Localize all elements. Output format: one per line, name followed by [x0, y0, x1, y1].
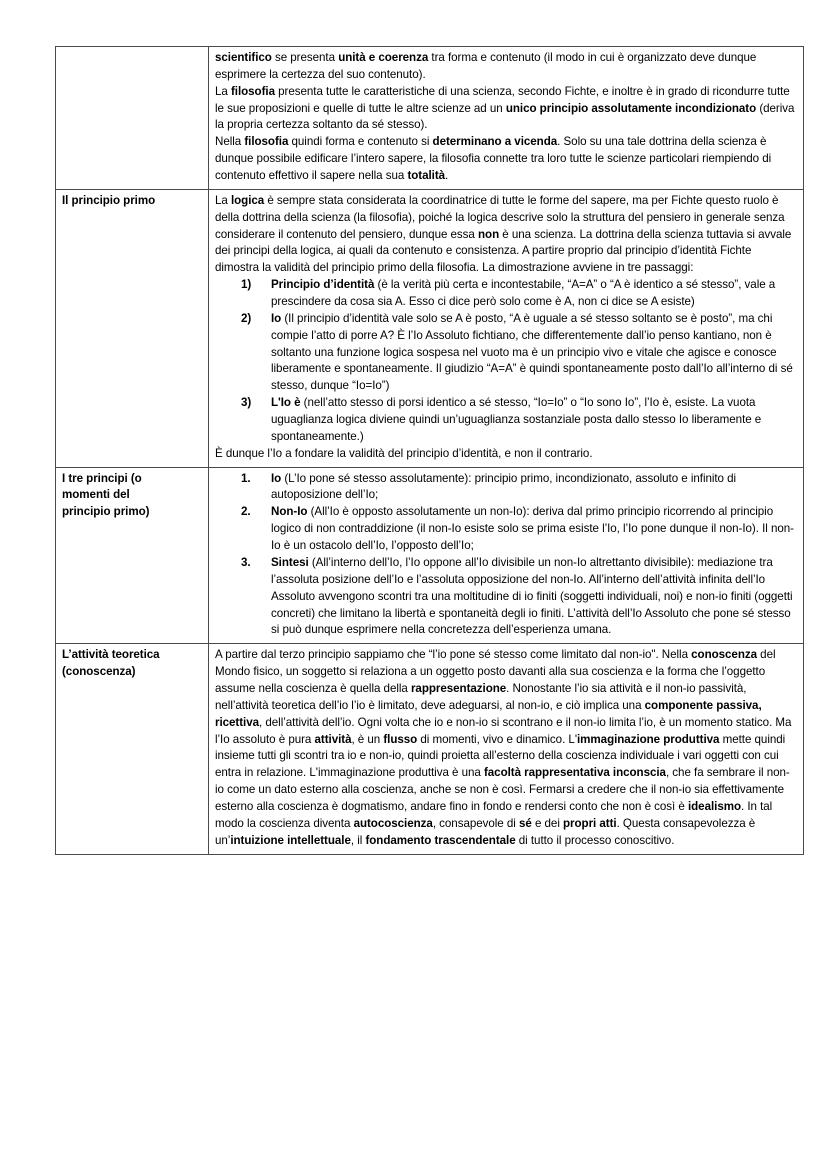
bold-text: Non-Io	[271, 505, 308, 519]
bold-text: Io	[271, 311, 282, 325]
row-label-cell	[56, 47, 209, 190]
list-item	[215, 504, 797, 555]
list-marker: 2)	[241, 311, 252, 325]
list-marker: 3)	[241, 396, 252, 410]
bold-text: componente passiva, ricettiva	[215, 698, 762, 729]
list-item	[215, 555, 797, 639]
bold-text: filosofia	[230, 84, 275, 98]
list-item-text: Principio d’identità (è la verità più certa e incontestabile, “A=A” o “A è identico a sé stesso”, vale a prescindere da cosa sia A. Esso ci dice però solo come è A, non ci dice se A esiste)	[271, 278, 776, 309]
paragraph: La logica è sempre stata considerata la coordinatrice di tutte le forme del sapere, ma per Fichte questo ruolo è della dottrina della scienza (la filosofia), poiché la logica descrive solo la struttura del pensiero in generale senza considerare il contenuto del pensiero, dunque essa non è una scienza. La dottrina della scienza tuttavia si avvale dei principi della logica, ai quali da contenuto e consistenza. A partire proprio dal principio d’identità Fichte dimostra la validità del principio primo della filosofia. La dimostrazione avviene in tre passaggi:	[215, 193, 792, 275]
bold-text: unità e coerenza	[338, 51, 429, 64]
table-row	[56, 47, 804, 190]
bold-text: propri atti	[563, 816, 617, 830]
row-label-line: I tre principi (o	[62, 471, 142, 485]
table-row	[56, 644, 804, 854]
notes-table-body	[56, 47, 804, 855]
bold-text: Sintesi	[271, 555, 309, 569]
row-label-cell	[56, 644, 209, 854]
paragraph: È dunque l’Io a fondare la validità del principio d’identità, e non il contrario.	[215, 446, 593, 460]
bold-text: logica	[230, 193, 265, 207]
list-marker: 3.	[241, 555, 251, 569]
table-row	[56, 189, 804, 467]
bold-text: sé	[518, 816, 532, 830]
list-marker: 1.	[241, 471, 251, 485]
row-content-cell	[209, 644, 804, 854]
bold-text: Principio d’identità	[271, 278, 375, 292]
bold-text: non	[478, 227, 500, 241]
list-item-text: Non-Io (All’Io è opposto assolutamente un non-Io): deriva dal primo principio ricorrendo al principio logico di non contraddizione (il non-Io esiste solo se prima esiste l’Io, l’Io pone dunque il non-Io). Il non-Io è un ostacolo dell’Io, l’opposto dell’Io;	[271, 505, 794, 553]
bold-text: facoltà rappresentativa inconscia	[483, 766, 666, 780]
bold-text: idealismo	[687, 799, 742, 813]
bold-text: scientifico	[215, 51, 272, 64]
list-item	[215, 395, 797, 446]
row-label-line: Il principio primo	[62, 193, 156, 207]
list-item	[215, 277, 797, 311]
list-item-text: Sintesi (All’interno dell’Io, l’Io oppone all’Io divisibile un non-Io altrettanto divisibile): mediazione tra l’assoluta posizione dell’Io e l’assoluta opposizione del non-Io. All’interno dell’attività infinita dell’Io Assoluto avvengono scontri tra una moltitudine di io finiti (soggetti individuali, noi) e non-io finiti (oggetti concreti) che limitano la libertà e spontaneità degli io finiti. L’attività dell’Io Assoluto che pone sé stesso si può dunque esprimere nella concretezza dell’esperienza umana.	[271, 555, 793, 637]
list-marker: 1)	[241, 278, 252, 292]
list-item-text: Io (L’Io pone sé stesso assolutamente): principio primo, incondizionato, assoluto e infinito di autoposizione dell’Io;	[271, 471, 737, 502]
row-content-cell	[209, 467, 804, 644]
list-item-text: L'Io è (nell’atto stesso di porsi identico a sé stesso, “Io=Io” o “Io sono Io”, l’Io è, esiste. La vuota uguaglianza logica diviene quindi un’uguaglianza sostanziale posta dallo stesso Io liberamente e spontaneamente.)	[271, 396, 762, 443]
list-item	[215, 471, 797, 505]
bold-text: unico principio assolutamente incondizionato	[505, 101, 757, 115]
row-label-cell	[56, 189, 209, 467]
bold-text: flusso	[383, 732, 418, 746]
bold-text: determinano a vicenda	[432, 135, 558, 149]
bold-text: autocoscienza	[353, 816, 433, 830]
bold-text: L'Io è	[271, 396, 301, 410]
notes-table	[55, 46, 804, 855]
numbered-list	[215, 471, 797, 640]
paragraph: La filosofia presenta tutte le caratteristiche di una scienza, secondo Fichte, e inoltre è in grado di ricondurre tutte le sue proposizioni e quelle di tutte le altre scienze ad un unico principio assolutamente incondizionato (deriva la propria certezza soltanto da sé stesso).	[215, 84, 795, 132]
bold-text: totalità	[407, 169, 446, 183]
bold-text: Io	[271, 471, 282, 485]
row-content-cell	[209, 189, 804, 467]
bold-text: conoscenza	[691, 648, 758, 662]
bold-text: rappresentazione	[410, 681, 507, 695]
row-label-line: momenti del	[62, 488, 130, 502]
bold-text: immaginazione produttiva	[576, 732, 720, 746]
paragraph: A partire dal terzo principio sappiamo che “l’io pone sé stesso come limitato dal non-io". Nella conoscenza del Mondo fisico, un soggetto si relaziona a un oggetto posto davanti alla sua coscienza e la forma che l’oggetto assume nella coscienza è quella della rappresentazione. Nonostante l’io sia attività e il non-io passività, nell’attività teoretica dell’io l’io è limitato, deve adeguarsi, al non-io, e ciò implica una componente passiva, ricettiva, dell’attività dell’io. Ogni volta che io e non-io si scontrano e il non-io limita l’io, è un momento statico. Ma l’Io assoluto è pura attività, è un flusso di momenti, vivo e dinamico. L'immaginazione produttiva mette quindi insieme tutti gli scontri tra io e non-io, quindi proietta all’esterno della coscienza individuale i vari oggetti con cui entra in relazione. L'immaginazione produttiva è una facoltà rappresentativa inconscia, che fa sembrare il non-io come un dato esterno alla coscienza, anche se non è così. Fermarsi a credere che il non-io sia effettivamente esterno alla coscienza è dogmatismo, andare fino in fondo e rendersi conto che non è così è idealismo. In tal modo la coscienza diventa autocoscienza, consapevole di sé e dei propri atti. Questa consapevolezza è un’intuizione intellettuale, il fondamento trascendentale di tutto il processo conoscitivo.	[215, 648, 792, 847]
row-label-cell	[56, 467, 209, 644]
table-row	[56, 467, 804, 644]
bold-text: attività	[314, 732, 352, 746]
numbered-list	[215, 277, 797, 446]
paragraph: Nella filosofia quindi forma e contenuto si determinano a vicenda. Solo su una tale dottrina della scienza è dunque possibile edificare l’intero sapere, la filosofia connette tra loro tutte le scienze particolari riempiendo di contenuto effettivo il sapere nella sua totalità.	[215, 135, 772, 183]
row-label-line: (conoscenza)	[62, 665, 136, 679]
paragraph: scientifico se presenta unità e coerenza tra forma e contenuto (il modo in cui è organizzato deve dunque esprimere la certezza del suo contenuto).	[215, 51, 757, 81]
row-label-line: L’attività teoretica	[62, 648, 160, 662]
bold-text: intuizione intellettuale	[230, 833, 351, 847]
list-item-text: Io (Il principio d’identità vale solo se A è posto, “A è uguale a sé stesso soltanto se è posto”, ma chi compie l’atto di porre A? È l’Io Assoluto fichtiano, che differentemente dall’io penso kantiano, non è soltanto una funzione logica sospesa nel vuoto ma è un principio vivo e vitale che agisce e conosce liberamente e spontaneamente. Il giudizio “A=A” è quindi spontaneamente posto dall’Io all’interno di sé stesso, dunque “Io=Io”)	[271, 311, 793, 393]
bold-text: filosofia	[244, 135, 289, 149]
list-marker: 2.	[241, 505, 251, 519]
list-item	[215, 311, 797, 395]
row-label-line: principio primo)	[62, 505, 150, 519]
row-content-cell	[209, 47, 804, 190]
bold-text: fondamento trascendentale	[365, 833, 516, 847]
